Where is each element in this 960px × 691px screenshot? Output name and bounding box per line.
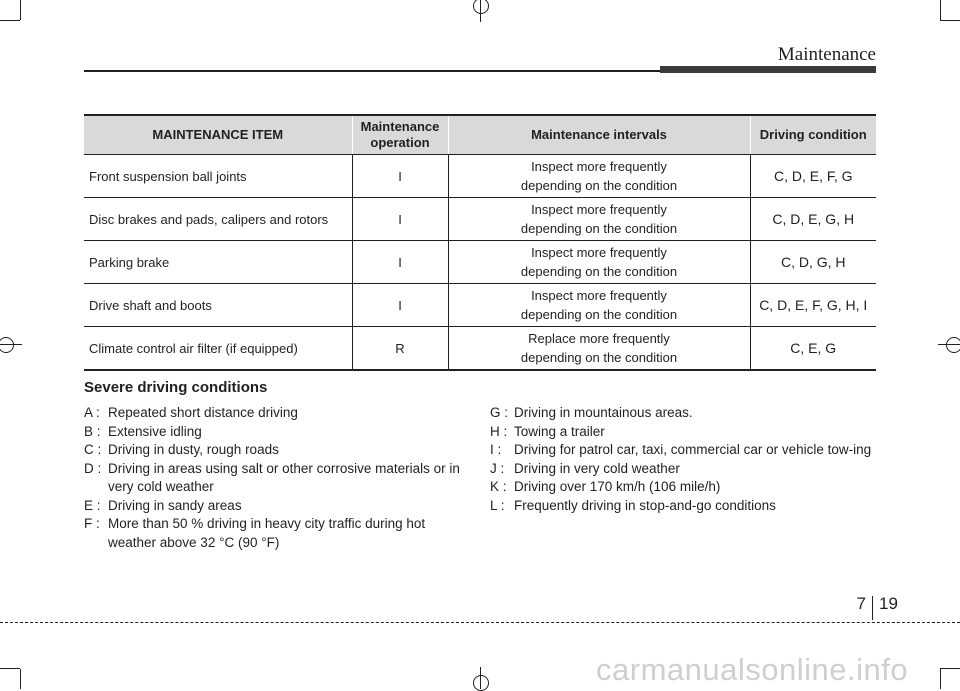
interval-line: depending on the condition (520, 264, 678, 279)
interval-line: Inspect more frequently (531, 159, 667, 174)
severe-conditions-title: Severe driving conditions (84, 379, 268, 396)
header-maintenance-intervals: Maintenance intervals (448, 115, 750, 155)
section-title: Maintenance (777, 44, 876, 65)
maintenance-table (84, 114, 876, 371)
condition-text: Driving in sandy areas (108, 497, 242, 513)
conditions-list-left (84, 404, 464, 552)
condition-text: Frequently driving in stop-and-go conditions (514, 497, 776, 513)
condition-text: Driving in areas using salt or other corrosive materials or in very cold weather (108, 460, 460, 494)
page-number-divider (872, 596, 873, 620)
item-cell: Climate control air filter (if equipped) (84, 327, 352, 371)
table-row (84, 284, 876, 327)
header-driving-condition: Driving condition (750, 115, 876, 155)
condition-item (84, 404, 464, 423)
registration-mark (473, 0, 489, 14)
condition-cell: C, D, E, F, G (750, 155, 876, 198)
condition-key: H : (490, 423, 508, 439)
crop-mark (0, 668, 20, 669)
condition-key: D : (84, 460, 102, 476)
condition-text: Driving over 170 km/h (106 mile/h) (514, 479, 721, 494)
interval-line: Inspect more frequently (531, 202, 667, 217)
condition-item (84, 441, 464, 460)
crop-mark (940, 669, 941, 689)
header-rule-thick (660, 66, 876, 73)
operation-cell: I (352, 284, 448, 327)
interval-line: depending on the condition (520, 221, 678, 236)
condition-item (490, 423, 876, 442)
registration-mark (946, 337, 960, 353)
crop-mark (940, 0, 941, 20)
condition-key: G : (490, 405, 509, 420)
item-cell: Disc brakes and pads, calipers and rotors (84, 198, 352, 241)
condition-item (490, 460, 876, 479)
registration-mark (0, 337, 14, 353)
watermark: carmanualsonline.info (596, 652, 909, 687)
operation-cell: R (352, 327, 448, 371)
condition-text: Driving in dusty, rough roads (108, 442, 279, 457)
operation-cell: I (352, 198, 448, 241)
condition-key: I : (490, 442, 502, 457)
condition-key: L : (490, 497, 505, 513)
condition-cell: C, D, E, G, H (750, 198, 876, 241)
table-row (84, 198, 876, 241)
conditions-list-right (490, 404, 876, 515)
registration-mark (0, 344, 22, 345)
interval-line: Replace more frequently (528, 331, 670, 346)
condition-item (490, 404, 876, 423)
condition-item (84, 497, 464, 516)
registration-mark (938, 344, 960, 345)
condition-cell: C, D, G, H (750, 241, 876, 284)
condition-key: K : (490, 479, 507, 494)
condition-cell: C, E, G (750, 327, 876, 371)
header-rule (84, 70, 660, 72)
condition-cell: C, D, E, F, G, H, I (750, 284, 876, 327)
crop-mark (940, 668, 960, 669)
registration-mark (480, 0, 481, 22)
crop-mark (0, 20, 20, 21)
crop-mark (20, 669, 21, 689)
interval-line: Inspect more frequently (531, 288, 667, 303)
page-number: 19 (879, 594, 898, 613)
interval-cell (448, 241, 750, 284)
operation-cell: I (352, 241, 448, 284)
table-row (84, 241, 876, 284)
item-cell: Drive shaft and boots (84, 284, 352, 327)
condition-item (84, 515, 464, 552)
item-cell: Front suspension ball joints (84, 155, 352, 198)
table-header-row (84, 115, 876, 155)
condition-item (490, 441, 876, 460)
condition-text: Repeated short distance driving (108, 405, 298, 420)
condition-item (490, 497, 876, 516)
item-cell: Parking brake (84, 241, 352, 284)
condition-text: Driving for patrol car, taxi, commercial car or vehicle tow-ing (514, 442, 872, 457)
operation-cell: I (352, 155, 448, 198)
condition-key: J : (490, 460, 505, 476)
table-row (84, 155, 876, 198)
condition-item (490, 478, 876, 497)
chapter-number: 7 (856, 594, 866, 613)
footer-rule (0, 622, 960, 623)
condition-item (84, 423, 464, 442)
condition-key: C : (84, 442, 102, 457)
interval-line: depending on the condition (520, 178, 678, 193)
interval-line: Inspect more frequently (531, 245, 667, 260)
header-maintenance-item: MAINTENANCE ITEM (84, 115, 352, 155)
condition-key: A : (84, 405, 100, 420)
condition-text: More than 50 % driving in heavy city traffic during hot weather above 32 °C (90 °F) (108, 516, 426, 550)
interval-cell (448, 284, 750, 327)
interval-line: depending on the condition (520, 350, 678, 365)
interval-line: depending on the condition (520, 307, 678, 322)
condition-text: Towing a trailer (514, 423, 605, 439)
table-row (84, 327, 876, 371)
condition-text: Driving in mountainous areas. (514, 405, 693, 420)
registration-mark (480, 667, 481, 689)
crop-mark (20, 0, 21, 20)
condition-key: E : (84, 497, 101, 513)
condition-item (84, 460, 464, 497)
interval-cell (448, 198, 750, 241)
condition-key: B : (84, 423, 101, 439)
header-maintenance-operation: Maintenance operation (352, 115, 448, 155)
crop-mark (940, 20, 960, 21)
condition-key: F : (84, 516, 100, 531)
interval-cell (448, 327, 750, 371)
condition-text: Extensive idling (108, 423, 202, 439)
interval-cell (448, 155, 750, 198)
condition-text: Driving in very cold weather (514, 460, 680, 476)
